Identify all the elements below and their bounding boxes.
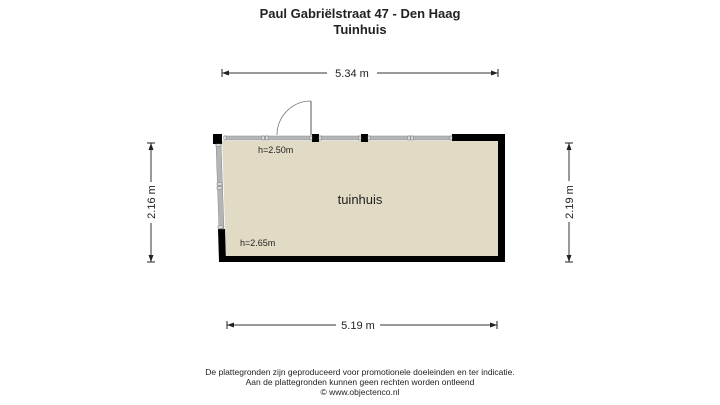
wall-left-lower [218,229,226,262]
door [277,101,311,135]
dimension-left-label: 2.16 m [146,185,158,219]
ceiling-height-label: h=2.50m [258,145,294,155]
wall-right [498,134,505,262]
disclaimer [0,367,720,397]
dimension-left [146,143,158,262]
post-top [312,134,319,142]
copyright: © www.objectenco.nl [320,387,400,397]
dimension-right [564,143,576,262]
room-label: tuinhuis [337,192,383,207]
arrow-left-icon [227,323,234,328]
plan-subtitle: Tuinhuis [333,22,387,37]
dimension-right-label: 2.19 m [564,185,576,219]
wall-bottom [219,256,505,262]
door-swing-arc [277,101,311,135]
arrow-right-icon [490,323,497,328]
window-top [224,136,452,140]
arrow-up-icon [567,143,572,150]
dimension-top [222,68,498,80]
arrow-down-icon [567,255,572,262]
arrow-left-icon [222,71,229,76]
plan-title: Paul Gabriëlstraat 47 - Den Haag [259,6,461,21]
dimension-bottom [227,320,497,332]
ceiling-height-label: h=2.65m [240,238,276,248]
disclaimer-line: De plattegronden zijn geproduceerd voor promotionele doeleinden en ter indicatie. [205,367,515,377]
arrow-right-icon [491,71,498,76]
dimension-top-label: 5.34 m [335,68,369,80]
dimension-bottom-label: 5.19 m [341,320,375,332]
arrow-down-icon [149,255,154,262]
corner-post-top-left [213,134,222,144]
disclaimer-line: Aan de plattegronden kunnen geen rechten worden ontleend [245,377,475,387]
post-top [361,134,368,142]
arrow-up-icon [149,143,154,150]
wall-top-right [452,134,505,141]
